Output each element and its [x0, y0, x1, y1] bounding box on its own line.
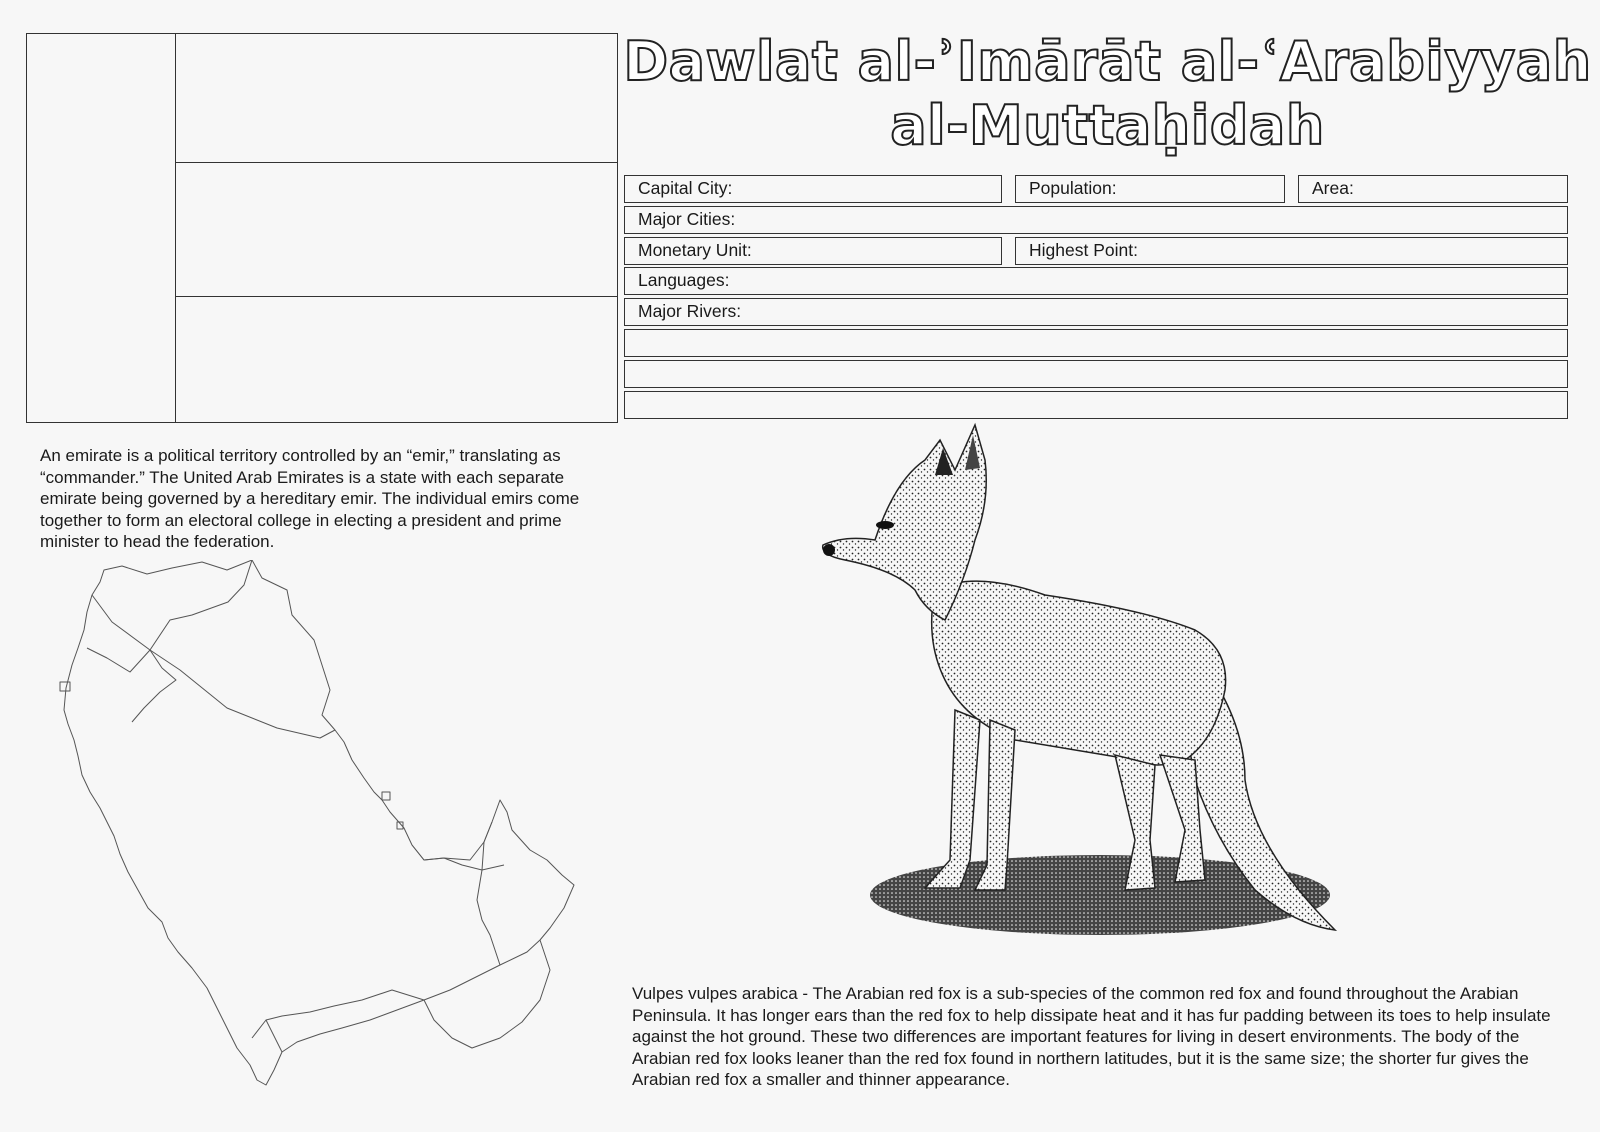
flag-hoist-band [27, 34, 176, 422]
fox-caption: Vulpes vulpes arabica - The Arabian red fox is a sub-species of the common red fox and found throughout the Arabian Peninsula. It has longer ears than the red fox to help dissipate heat and it has fur padding between its toes to help insulate against the hot ground. These two differences are important features for living in desert environments. The body of the Arabian red fox looks leaner than the red fox found in northern latitudes, but it is the same size; the shorter fur gives the Arabian red fox a smaller and thinner appearance. [632, 984, 1551, 1089]
page-title [620, 30, 1595, 158]
highest-point-field[interactable]: Highest Point: [1015, 237, 1568, 265]
languages-field[interactable]: Languages: [624, 267, 1568, 295]
population-field[interactable]: Population: [1015, 175, 1285, 203]
major-rivers-field[interactable]: Major Rivers: [624, 298, 1568, 326]
blank-line-field[interactable] [624, 391, 1568, 419]
title-line-1: Dawlat al-ʾImārāt al-ʿArabiyyah [623, 30, 1592, 93]
flag-outline [26, 33, 618, 423]
emirate-description: An emirate is a political territory controlled by an “emir,” translating as “commander.” The United Arab Emirates is a state with each separate emirate being governed by a hereditary emir. The individual emirs come together to form an electoral college in electing a president and prime minister to head the federation. [40, 446, 580, 551]
major-cities-field[interactable]: Major Cities: [624, 206, 1568, 234]
monetary-unit-field[interactable]: Monetary Unit: [624, 237, 1002, 265]
flag-middle-stripe [176, 162, 617, 297]
title-line-2: al-Muttaḥidah [890, 94, 1325, 157]
blank-line-field[interactable] [624, 360, 1568, 388]
area-field[interactable]: Area: [1298, 175, 1568, 203]
arabian-red-fox-illustration-icon [815, 420, 1365, 965]
blank-line-field[interactable] [624, 329, 1568, 357]
capital-city-field[interactable]: Capital City: [624, 175, 1002, 203]
arabian-peninsula-outline-map-icon [52, 560, 597, 1110]
